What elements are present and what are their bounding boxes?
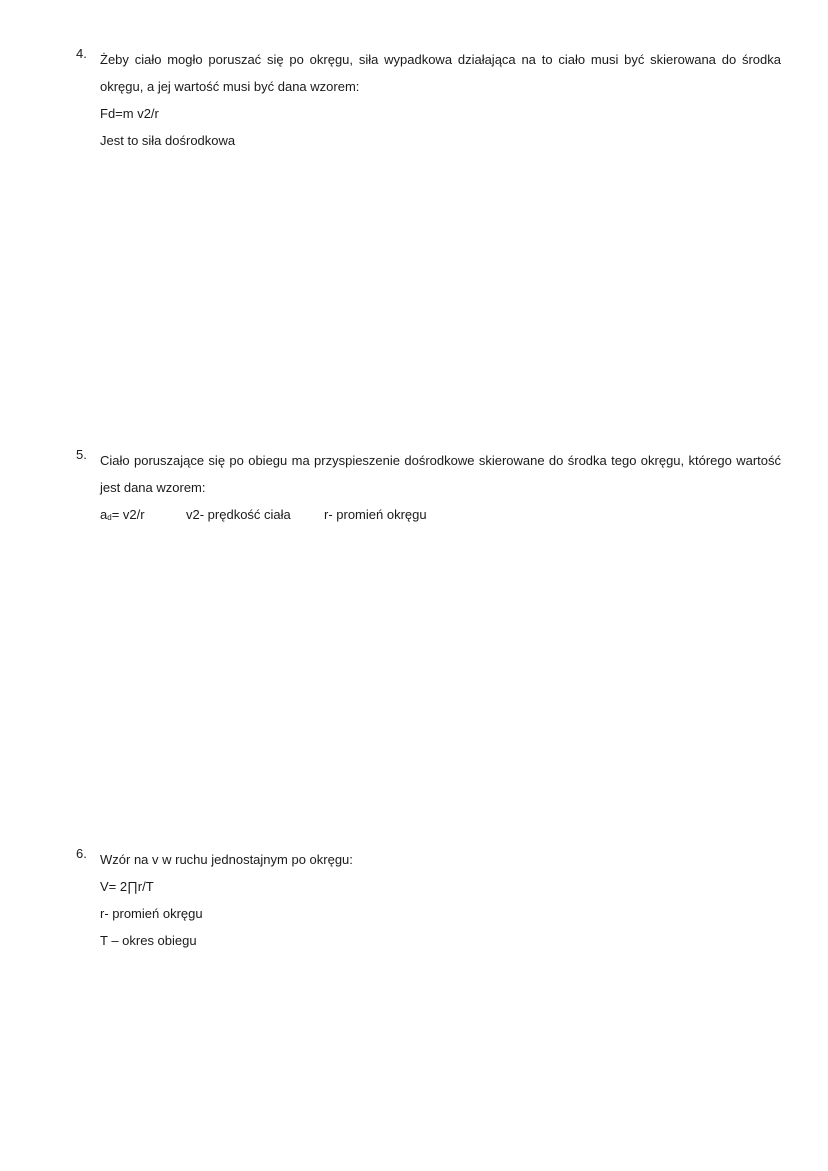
item-5-text: Ciało poruszające się po obiegu ma przyspieszenie dośrodkowe skierowane do środka tego okręgu, którego wartość jest dana wzorem: (100, 453, 781, 495)
item-4-text: Żeby ciało mogło poruszać się po okręgu, siła wypadkowa działająca na to ciało musi być skierowana do środka okręgu, a jej wartość musi być dana wzorem: (100, 52, 781, 94)
formula-subscript: d (107, 513, 112, 522)
item-4 (76, 46, 781, 154)
formula-rest: = v2/r (111, 507, 145, 522)
item-5-formula (100, 501, 186, 531)
formula-base: a (100, 507, 108, 522)
item-6-r-desc: r- promień okręgu (100, 906, 203, 921)
item-6 (76, 846, 781, 954)
item-5 (76, 447, 781, 531)
item-4-formula: Fd=m v2/r (100, 106, 159, 121)
item-4-note: Jest to siła dośrodkowa (100, 133, 236, 148)
item-5-number: 5. (76, 447, 87, 462)
item-5-r-desc: r- promień okręgu (324, 507, 427, 522)
item-4-number: 4. (76, 46, 87, 61)
item-6-number: 6. (76, 846, 87, 861)
item-5-v2-desc: v2- prędkość ciała (186, 507, 291, 522)
item-6-formula: V= 2∏r/T (100, 879, 154, 894)
item-6-title: Wzór na v w ruchu jednostajnym po okręgu: (100, 852, 353, 867)
item-6-t-desc: T – okres obiegu (100, 933, 197, 948)
item-5-formula-row (100, 501, 781, 531)
